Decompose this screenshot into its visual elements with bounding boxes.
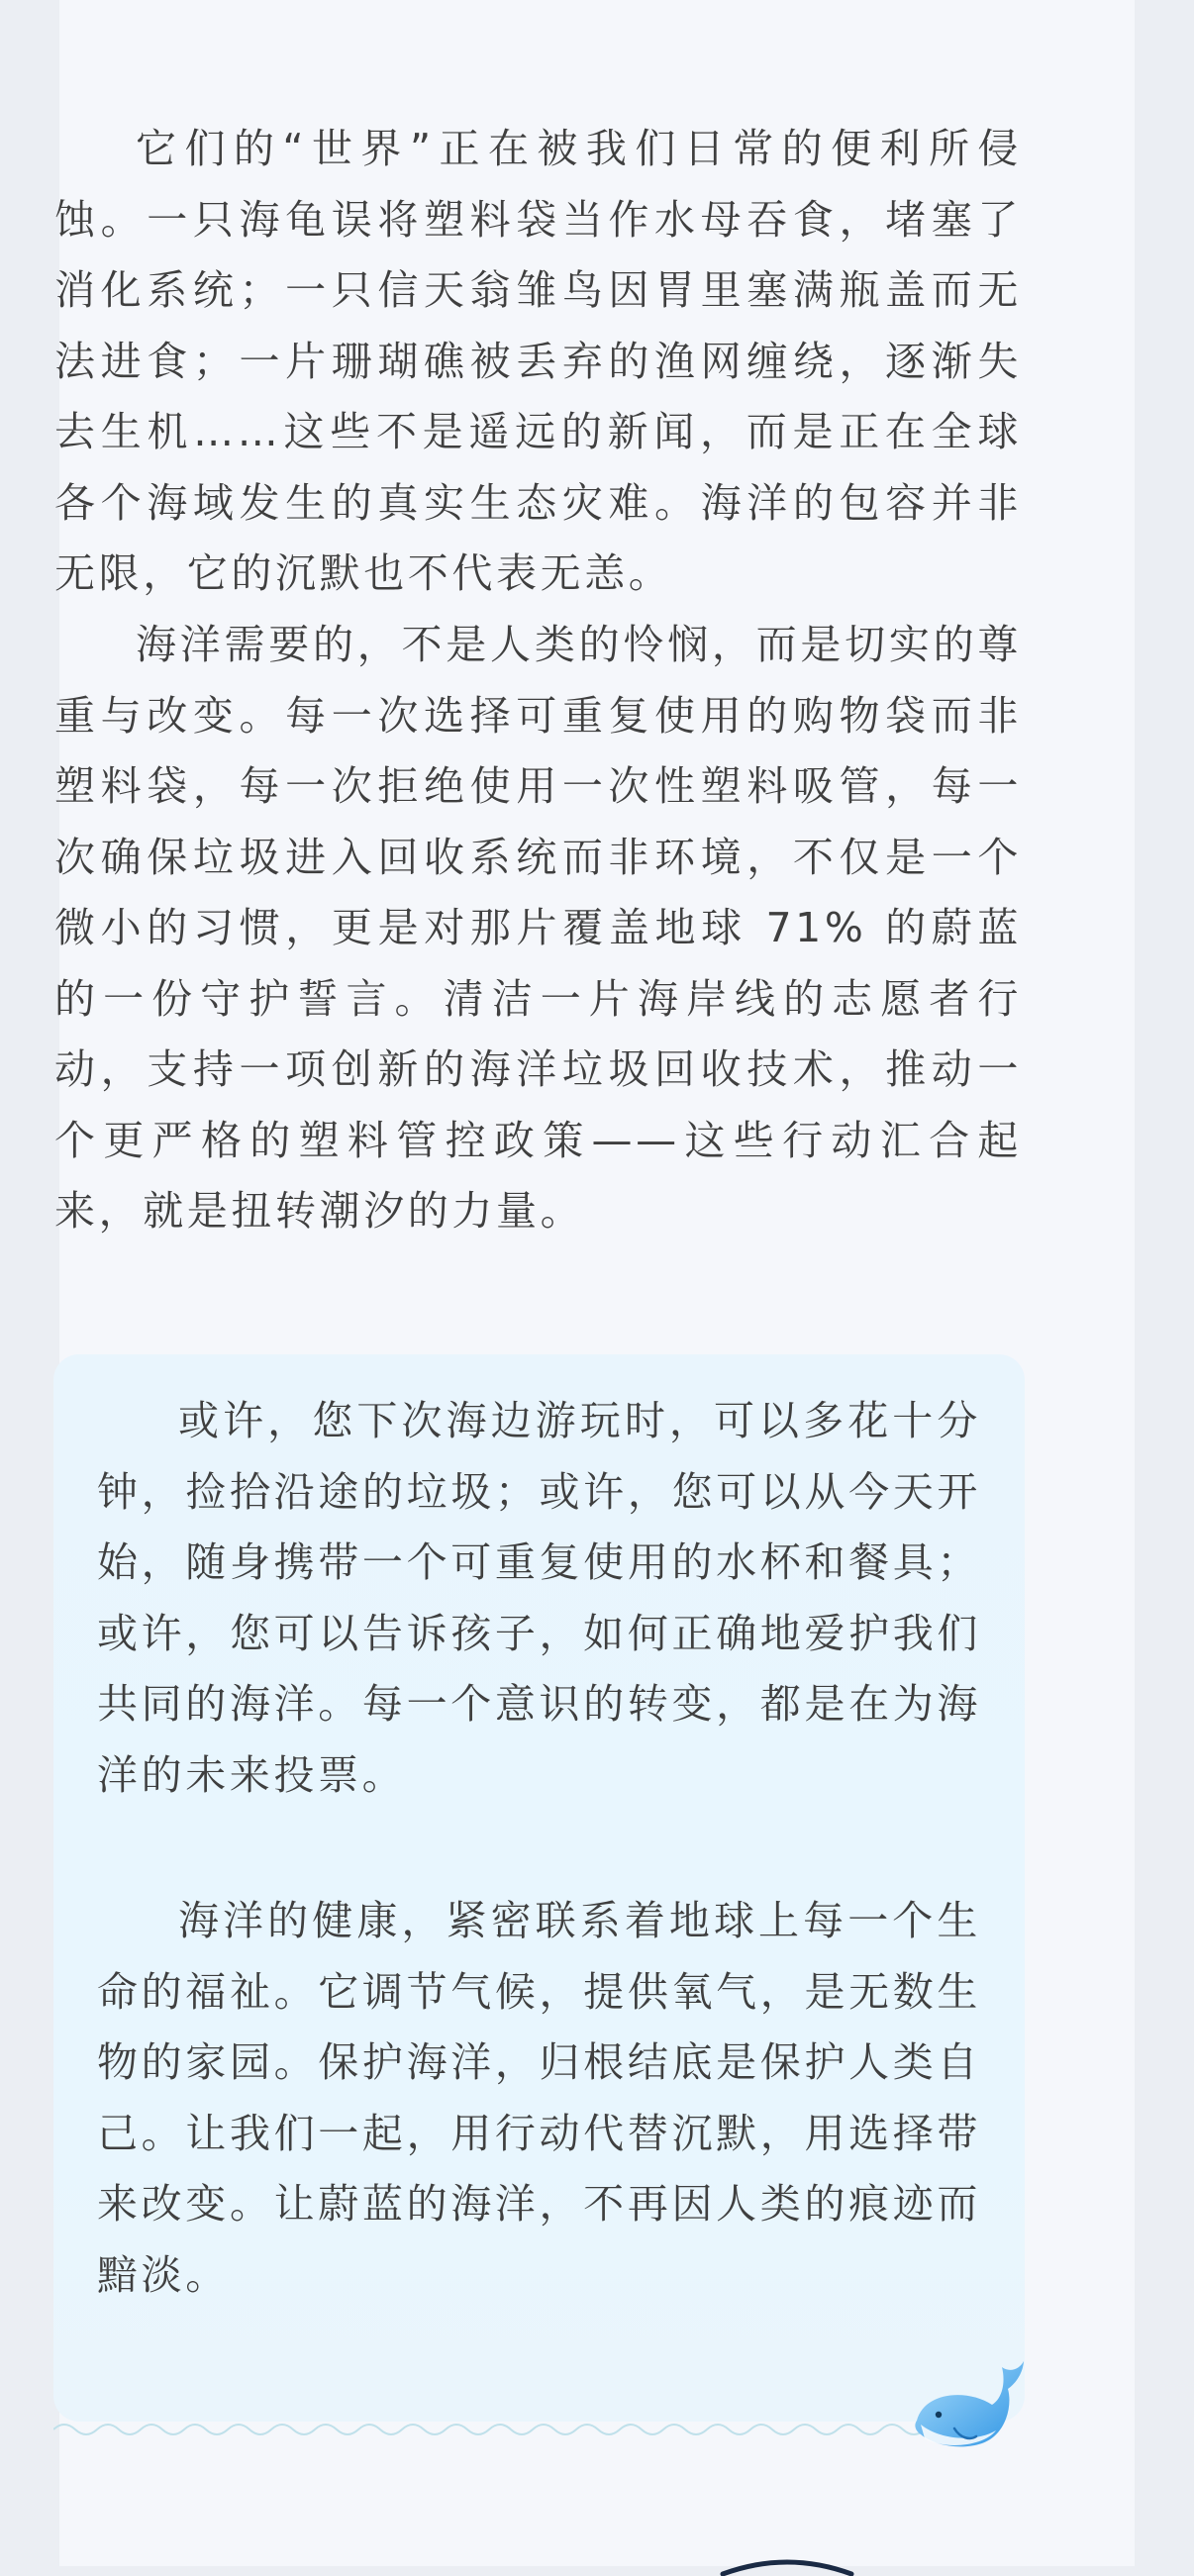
article-paragraph: 海洋需要的，不是人类的怜悯，而是切实的尊重与改变。每一次选择可重复使用的购物袋而非塑料袋，每一次拒绝使用一次性塑料吸管，每一次确保垃圾进入回收系统而非环境，不仅是一个微小的习惯，更是对那片覆盖地球 71% 的蔚蓝的一份守护誓言。清洁一片海岸线的志愿者行动，支持一项创新的海洋垃圾回收技术，推动一个更严格的塑料管控政策——这些行动汇合起来，就是扭转潮汐的力量。 xyxy=(54,621,1022,1235)
wave-divider xyxy=(53,2418,925,2441)
callout-paragraph: 海洋的健康，紧密联系着地球上每一个生命的福祉。它调节气候，提供氧气，是无数生物的家园。保护海洋，归根结底是保护人类自己。让我们一起，用行动代替沉默，用选择带来改变。让蔚蓝的海洋，不再因人类的痕迹而黯淡。 xyxy=(97,1897,981,2299)
callout-paragraph: 或许，您下次海边游玩时，可以多花十分钟，捡拾沿途的垃圾；或许，您可以从今天开始，随身携带一个可重复使用的水杯和餐具；或许，您可以告诉孩子，如何正确地爱护我们共同的海洋。每一个意识的转变，都是在为海洋的未来投票。 xyxy=(97,1397,981,1799)
decorative-arc xyxy=(713,2556,861,2576)
whale-icon xyxy=(911,2359,1025,2453)
article-paragraph: 它们的“世界”正在被我们日常的便利所侵蚀。一只海龟误将塑料袋当作水母吞食，堵塞了消化系统；一只信天翁雏鸟因胃里塞满瓶盖而无法进食；一片珊瑚礁被丢弃的渔网缠绕，逐渐失去生机……这些不是遥远的新闻，而是正在全球各个海域发生的真实生态灾难。海洋的包容并非无限，它的沉默也不代表无恙。 xyxy=(54,125,1022,597)
